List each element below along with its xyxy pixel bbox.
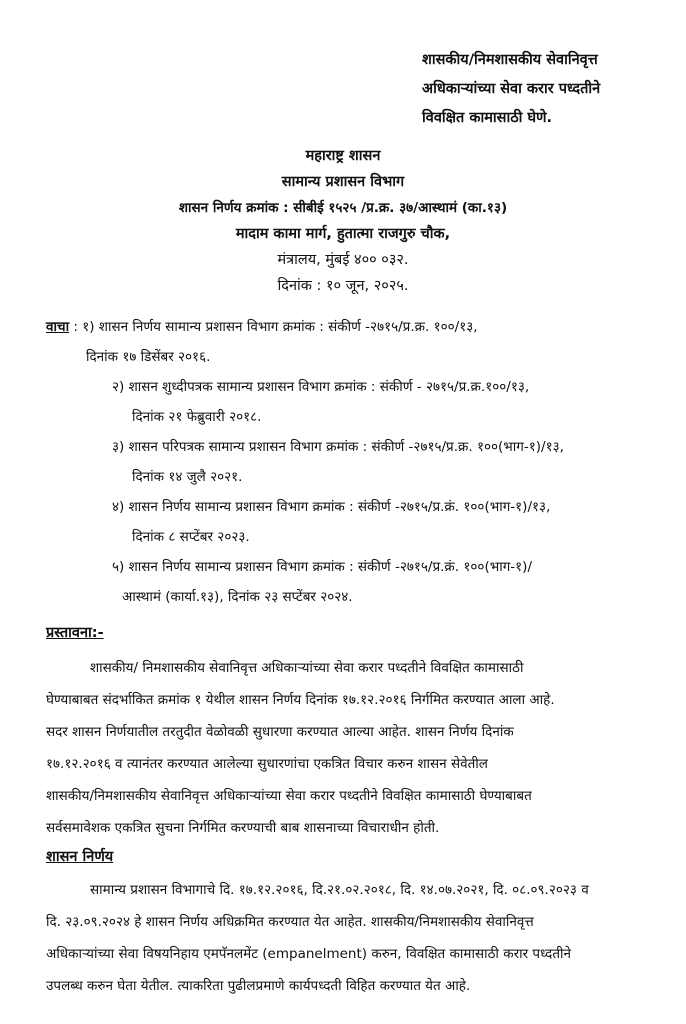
reference-item-date bbox=[46, 342, 666, 372]
reference-item bbox=[46, 372, 666, 402]
document-header bbox=[0, 143, 686, 299]
decision-line: उपलब्ध करुन घेता येतील. त्याकरिता पुढीलप्रमाणे कार्यपध्दती विहित करण्यात येत आहे. bbox=[46, 978, 471, 994]
reference-item: वाचा : १) शासन निर्णय सामान्य प्रशासन विभाग क्रमांक : संकीर्ण -२७१५/प्र.क्र. १००/१३, bbox=[46, 319, 478, 335]
preamble-line: १७.१२.२०१६ व त्यानंतर करण्यात आलेल्या सुधारणांचा एकत्रित विचार करुन शासन सेवेतील bbox=[46, 756, 488, 772]
preamble-heading: प्रस्तावना:- bbox=[46, 625, 104, 641]
decision-paragraph bbox=[46, 874, 646, 1002]
decision-heading: शासन निर्णय bbox=[46, 849, 114, 865]
reference-item bbox=[46, 552, 666, 582]
decision-date: दिनांक : १० जून, २०२५. bbox=[277, 278, 409, 294]
government-name: महाराष्ट्र शासन bbox=[305, 148, 381, 164]
reference-line-2: दिनांक ८ सप्टेंबर २०२३. bbox=[132, 529, 250, 545]
preamble-line: सर्वसमावेशक एकत्रित सुचना निर्गमित करण्याची बाब शासनाच्या विचाराधीन होती. bbox=[46, 820, 440, 836]
reference-line-2: दिनांक २१ फेब्रुवारी २०१८. bbox=[132, 409, 262, 425]
department-name: सामान्य प्रशासन विभाग bbox=[281, 174, 405, 190]
reference-item bbox=[46, 432, 666, 462]
reference-line-2: दिनांक १७ डिसेंबर २०१६. bbox=[86, 349, 211, 365]
preamble-line: घेण्याबाबत संदर्भाकित क्रमांक १ येथील शासन निर्णय दिनांक १७.१२.२०१६ निर्गमित करण्यात आला आहे. bbox=[46, 692, 555, 708]
references-list bbox=[46, 312, 666, 612]
reference-line-1: ५) शासन निर्णय सामान्य प्रशासन विभाग क्रमांक : संकीर्ण -२७१५/प्र.क्रं. १००(भाग-१)/ bbox=[112, 559, 533, 575]
address-line-2: मंत्रालय, मुंबई ४०० ०३२. bbox=[277, 252, 409, 268]
subject-line-3: विवक्षित कामासाठी घेणे. bbox=[422, 110, 553, 126]
reference-item-date bbox=[46, 582, 666, 612]
address-line-1: मादाम कामा मार्ग, हुतात्मा राजगुरु चौक, bbox=[235, 226, 451, 242]
preamble-line: शासकीय/ निमशासकीय सेवानिवृत्त अधिकाऱ्यांच्या सेवा करार पध्दतीने विवक्षित कामासाठी bbox=[90, 660, 524, 676]
reference-line-1: ३) शासन परिपत्रक सामान्य प्रशासन विभाग क्रमांक : संकीर्ण -२७१५/प्र.क्र. १००(भाग-१)/१३, bbox=[112, 439, 564, 455]
subject-line-1: शासकीय/निमशासकीय सेवानिवृत्त bbox=[422, 52, 598, 68]
reference-item-date bbox=[46, 402, 666, 432]
reference-item bbox=[46, 492, 666, 522]
reference-item-date bbox=[46, 522, 666, 552]
reference-line-2: आस्थामं (कार्या.१३), दिनांक २३ सप्टेंबर २०२४. bbox=[122, 589, 353, 605]
reference-line-1: १) शासन निर्णय सामान्य प्रशासन विभाग क्रमांक : संकीर्ण -२७१५/प्र.क्र. १००/१३, bbox=[82, 319, 478, 335]
reference-line-1: २) शासन शुध्दीपत्रक सामान्य प्रशासन विभाग क्रमांक : संकीर्ण - २७१५/प्र.क्र.१००/१३, bbox=[112, 379, 530, 395]
subject-line-2: अधिकाऱ्यांच्या सेवा करार पध्दतीने bbox=[422, 81, 601, 97]
preamble-line: सदर शासन निर्णयातील तरतुदीत वेळोवळी सुधारणा करण्यात आल्या आहेत. शासन निर्णय दिनांक bbox=[46, 724, 514, 740]
reference-line-2: दिनांक १४ जुलै २०२१. bbox=[132, 469, 243, 485]
reference-line-1: ४) शासन निर्णय सामान्य प्रशासन विभाग क्रमांक : संकीर्ण -२७१५/प्र.क्रं. १००(भाग-१)/१३, bbox=[112, 499, 551, 515]
decision-line: सामान्य प्रशासन विभागाचे दि. १७.१२.२०१६, दि.२१.०२.२०१८, दि. १४.०७.२०२१, दि. ०८.०९.२०२३ व bbox=[90, 882, 589, 898]
decision-number: शासन निर्णय क्रमांक : सीबीई १५२५ /प्र.क्र. ३७/आस्थामं (का.१३) bbox=[178, 200, 508, 216]
decision-line: दि. २३.०९.२०२४ हे शासन निर्णय अधिक्रमित करण्यात येत आहेत. शासकीय/निमशासकीय सेवानिवृत्त bbox=[46, 914, 534, 930]
preamble-paragraph bbox=[46, 652, 646, 844]
decision-line: अधिकाऱ्यांच्या सेवा विषयनिहाय एमपॅनलमेंट (empanelment) करुन, विवक्षित कामासाठी करार पध्दतीने bbox=[46, 946, 572, 962]
reference-item-date bbox=[46, 462, 666, 492]
preamble-line: शासकीय/निमशासकीय सेवानिवृत्त अधिकाऱ्यांच्या सेवा करार पध्दतीने विवक्षित कामासाठी घेण्याबाबत bbox=[46, 788, 532, 804]
references-heading: वाचा bbox=[46, 319, 70, 335]
subject-block bbox=[422, 46, 684, 133]
